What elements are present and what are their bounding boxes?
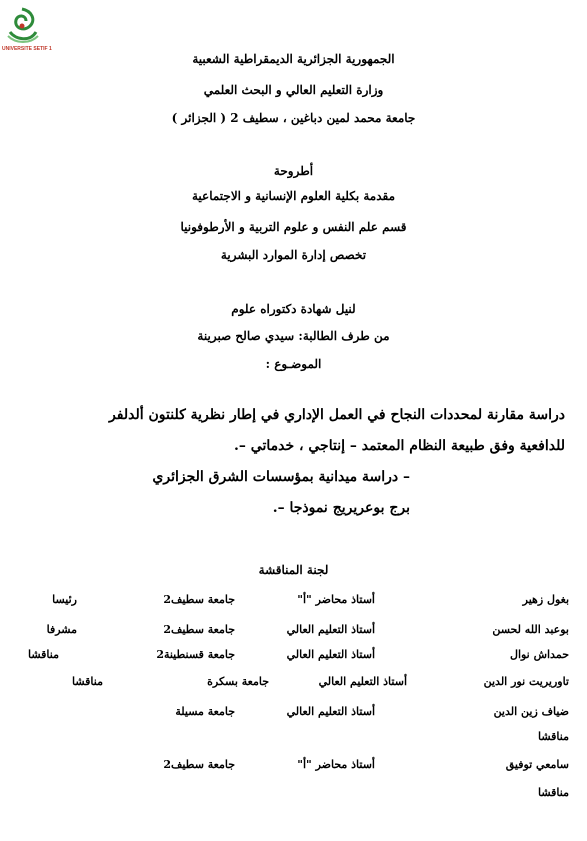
member-role: مناقشا [538,730,569,743]
specialty-line: تخصص إدارة الموارد البشرية [220,248,367,262]
member-name: بوعبد الله لحسن [492,623,569,636]
title-line-4: برج بوعريريج نموذجا –. [272,500,410,516]
thesis-title [5,400,565,524]
committee-row [0,623,587,639]
committee-heading: لجنة المناقشة [258,563,329,577]
ministry-line: وزارة التعليم العالي و البحث العلمي [203,83,384,97]
university-line: جامعة محمد لمين دباغين ، سطيف 2 ( الجزائر ) [171,111,416,125]
member-name: حمداش نوال [509,648,569,661]
logo-caption: UNIVERSITE SETIF 1 [2,46,52,52]
member-university: جامعة سطيف2 [163,758,235,771]
title-line-2: للدافعية وفق طبيعة النظام المعتمد – إنتاجي ، خدماتي –. [234,438,565,454]
member-rank: أستاذ محاضر "أ" [297,758,375,771]
member-rank: أستاذ التعليم العالي [286,623,375,636]
committee-row [0,593,587,609]
committee-row [0,705,587,721]
member-role: رئيسا [52,593,77,606]
member-university: جامعة بسكرة [207,675,269,688]
member-university: جامعة قسنطينة2 [156,648,235,661]
republic-line: الجمهورية الجزائرية الديمقراطية الشعبية [192,52,395,66]
university-emblem-icon [2,6,42,46]
committee-row [0,786,587,802]
subject-label: الموضـوع : [265,357,322,371]
committee-row [0,730,587,746]
member-name: تاوريريت نور الدين [483,675,569,688]
title-line-1: دراسة مقارنة لمحددات النجاح في العمل الإداري في إطار نظرية كلنتون ألدلفر [109,407,565,423]
committee-row [0,758,587,774]
committee-row [0,675,587,691]
member-university: جامعة سطيف2 [163,623,235,636]
member-role: مناقشا [72,675,103,688]
member-rank: أستاذ التعليم العالي [286,648,375,661]
member-role: مناقشا [28,648,59,661]
member-name: ضياف زين الدين [493,705,569,718]
degree-line: لنيل شهادة دكتوراه علوم [231,302,356,316]
faculty-line: مقدمة بكلية العلوم الإنسانية و الاجتماعية [191,189,395,203]
university-logo [2,6,52,58]
member-name: سامعي توفيق [505,758,569,771]
member-rank: أستاذ محاضر "أ" [297,593,375,606]
member-rank: أستاذ التعليم العالي [318,675,407,688]
student-line: من طرف الطالبة: سيدي صالح صبرينة [197,329,390,343]
title-line-3: – دراسة ميدانية بمؤسسات الشرق الجزائري [152,469,410,485]
member-university: جامعة سطيف2 [163,593,235,606]
department-line: قسم علم النفس و علوم التربية و الأرطوفونيا [180,220,407,234]
member-role: مناقشا [538,786,569,799]
thesis-label: أطروحة [273,164,314,178]
member-rank: أستاذ التعليم العالي [286,705,375,718]
member-university: جامعة مسيلة [175,705,235,718]
committee-row [0,648,587,664]
member-role: مشرفا [46,623,77,636]
member-name: بغول زهير [522,593,569,606]
